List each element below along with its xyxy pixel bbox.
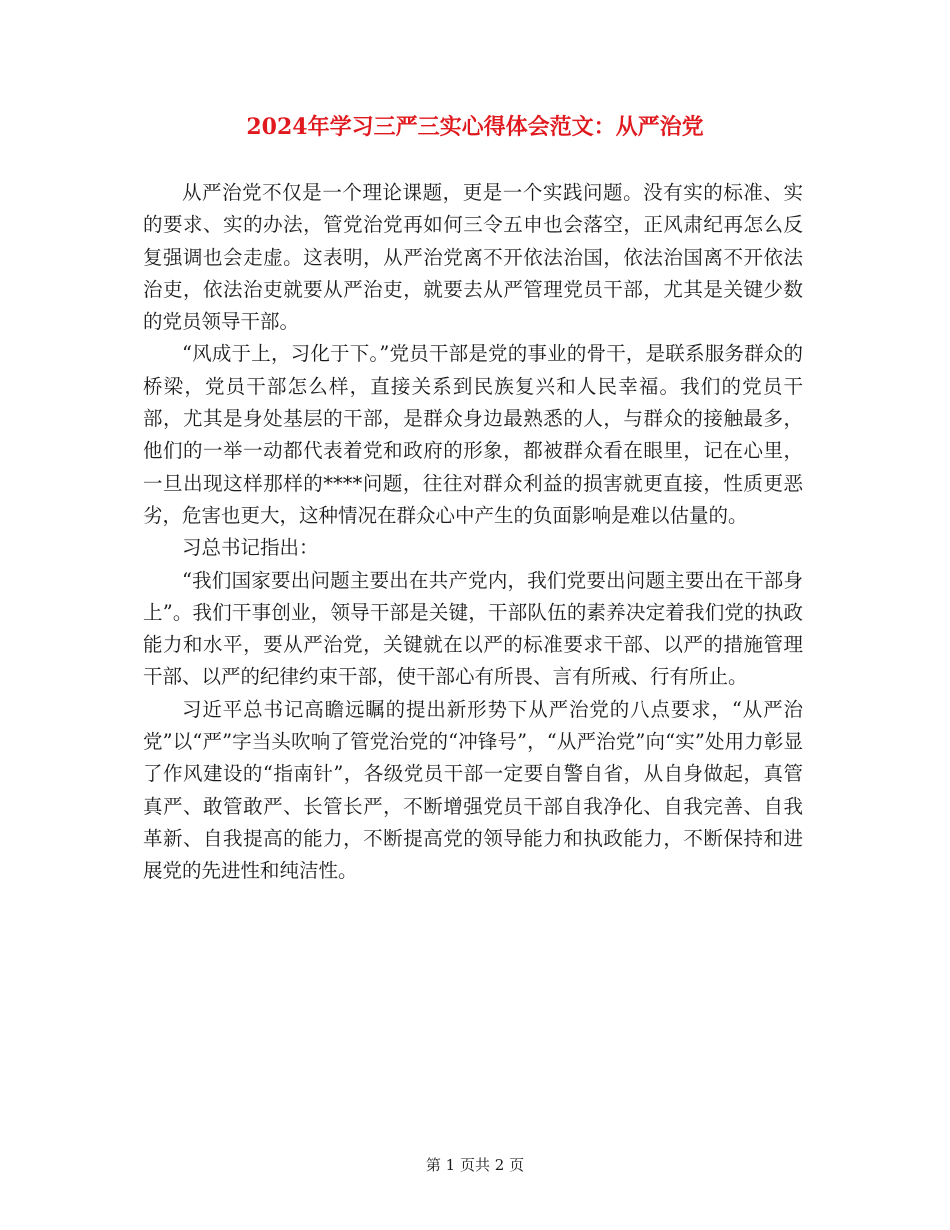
page-footer: 第 1 页共 2 页 <box>425 1156 525 1174</box>
paragraph: 从严治党不仅是一个理论课题，更是一个实践问题。没有实的标准、实的要求、实的办法，管党治党再如何三令五申也会落空，正风肃纪再怎么反复强调也会走虚。这表明，从严治党离不开依法治国，依法治国离不开依法治吏，依法治吏就要从严治吏，就要去从严管理党员干部，尤其是关键少数的党员领导干部。 <box>143 181 803 334</box>
paragraph: “我们国家要出问题主要出在共产党内，我们党要出问题主要出在干部身上”。我们干事创业，领导干部是关键，干部队伍的素养决定着我们党的执政能力和水平，要从严治党，关键就在以严的标准要求干部、以严的措施管理干部、以严的纪律约束干部，使干部心有所畏、言有所戒、行有所止。 <box>143 568 803 689</box>
document-title: 2024年学习三严三实心得体会范文：从严治党 <box>246 114 704 140</box>
paragraph: 习总书记指出： <box>182 536 319 560</box>
document-body <box>143 177 803 888</box>
paragraph: 习近平总书记高瞻远瞩的提出新形势下从严治党的八点要求，“从严治党”以“严”字当头吹响了管党治党的“冲锋号”，“从严治党”向“实”处用力彰显了作风建设的“指南针”，各级党员干部一定要自警自省，从自身做起，真管真严、敢管敢严、长管长严，不断增强党员干部自我净化、自我完善、自我革新、自我提高的能力，不断提高党的领导能力和执政能力，不断保持和进展党的先进性和纯洁性。 <box>143 697 803 883</box>
paragraph: “风成于上，习化于下。”党员干部是党的事业的骨干，是联系服务群众的桥梁，党员干部怎么样，直接关系到民族复兴和人民幸福。我们的党员干部，尤其是身处基层的干部，是群众身边最熟悉的人，与群众的接触最多，他们的一举一动都代表着党和政府的形象，都被群众看在眼里，记在心里，一旦出现这样那样的****问题，往往对群众利益的损害就更直接，性质更恶劣，危害也更大，这种情况在群众心中产生的负面影响是难以估量的。 <box>143 342 803 527</box>
